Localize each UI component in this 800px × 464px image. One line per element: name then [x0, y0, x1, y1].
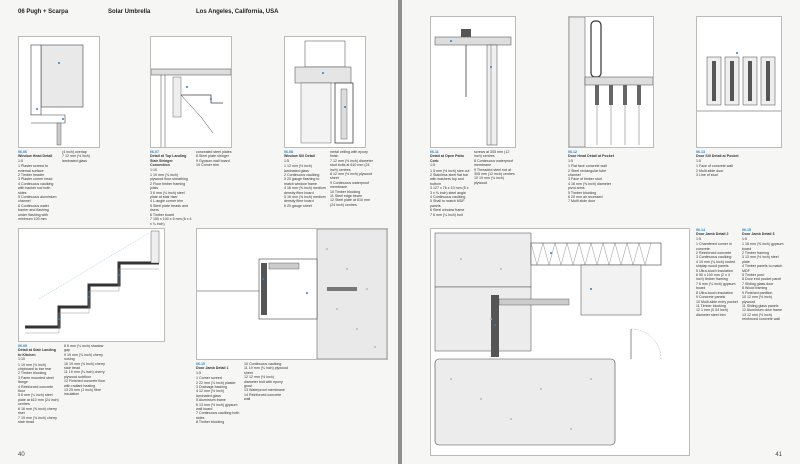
detail-caption-06-11-cont: screws at 305 mm (12 inch) centres 8 Continuous waterproof membrane 9 Threaded steel rod at 305 mm (12 inch) centres 10 19 mm (¾ inch) plywood [474, 150, 515, 185]
detail-caption-06-10: 06.10 Door Jamb Detail 1 1:5 1 Corner screed 2 22 mm (⅞ inch) plaster 3 Drainage backing 4 12 mm (½ inch) laminated glass 5 Aluminium frame 6 13 mm (½ inch) gypsum wall board 7 Continuous caulking both sides 8 Timber blocking [196, 362, 240, 425]
project-location: Los Angeles, California, USA [196, 9, 279, 15]
right-page [402, 0, 800, 464]
detail-caption-06-07: 06.07 Detail at Top Landing Stair Stringer Connection 1:10 1 19 mm (¾ inch) plywood floor sheathing 2 Floor timber framing joists 3 6 mm (¼ inch) steel plate at stair riser 4 L-angle corner trim 5 Steel plate treads and risers 6 Timber board 7 150 x 100 x 6 mm (6 x 4 x ¼ inch) [150, 150, 192, 226]
page-number-left: 40 [18, 452, 25, 458]
detail-drawing-06-13 [696, 16, 782, 148]
detail-drawing-06-14-15 [430, 228, 690, 456]
left-page [0, 0, 398, 464]
detail-drawing-06-08 [284, 36, 366, 148]
detail-caption-06-06-cont: (4 inch) overlap 7 12 mm (½ inch) laminated glass [62, 150, 90, 163]
page-number-right: 41 [775, 452, 782, 458]
detail-drawing-06-07 [150, 36, 232, 148]
detail-caption-06-14: 06.14 Door Jamb Detail 2 1:5 1 Chamfered corner in concrete 2 Reinforced concrete 3 Continuous caulking 4 19 mm (¾ inch) routed shiplap wood panels 5 Ultra-touch insulation 6 50 x 100 mm (2 x 4 inch) timber framing 7 6 mm (¼ inch) gypsum board 8 Ultra-touch insulation 9 Concrete panels 10 Multi-slide entry pocket 11 Timber blocking 12 1 mm (0.04 inch) diameter steel trim [696, 228, 738, 317]
detail-caption-06-06: 06.06 Window Head Detail 1:5 1 Plaster screed to external surface 2 Timber header 3 Plaster corner bead 4 Continuous caulking with backer rod both sides 5 Continuous aluminium channel 6 Continuous water barrier and flashing under flashing with minimum 100 mm [18, 150, 57, 222]
section-title: 06 Pugh + Scarpa [18, 9, 69, 15]
detail-caption-06-11: 06.11 Detail at Open Patio Corb 1:5 1 5 mm (½ inch) stee cut 2 Stainless steel flat bar with washers top and bottom 3 127 x 76 x 10 mm (5 x 3 x ⅜ inch) steel angle 4 Continuous caulking 5 Shall to match MDF panels 6 Steel window frame 7 6 mm (¼ inch) bolt [430, 150, 470, 217]
detail-drawing-06-10 [196, 228, 388, 360]
detail-caption-06-08: 06.08 Window Sill Detail 1:5 1 12 mm (½ inch) laminated glass 2 Continuous caulking 3 20 gauge flashing to match window frame 4 16 mm (⅝ inch) medium density fibre board 5 16 mm (⅝ inch) medium density fibre board 6 20 gauge sheet [284, 150, 326, 208]
detail-caption-06-13: 06.13 Door Sill Detail at Pocket 1:5 1 Face of concrete wall 2 Multi-slide door 3 Line of stud [696, 150, 739, 178]
detail-drawing-06-09 [18, 228, 165, 342]
detail-caption-06-08-cont: metal ceiling with epoxy finish 7 12 mm (½ inch) diameter stud bolts at 610 mm (24 inch) centres 8 12 mm (½ inch) plywood sheet 9 Continuous waterproof membrane 10 Timber blocking 11 Steel edge beam 12 Steel plate at 610 mm (24 inch) centres [330, 150, 373, 207]
detail-caption-06-09-cont: 8 6 mm (¼ inch) shadow gap 9 19 mm (¾ inch) cherry nosing 10 19 mm (¾ inch) cherry stair tread 11 19 mm (¾ inch) cherry plywood subfloor 12 Finished concrete floor with radiant heating 13 25 mm (1 inch) fibre insulation [64, 344, 106, 397]
detail-drawing-06-11 [430, 16, 516, 148]
detail-caption-06-12: 06.12 Door Head Detail at Pocket 1:5 1 Flat face concrete wall 2 Steel rectangular tube channel 3 Face of timber stud 4 16 mm (⅝ inch) diameter pivot arms 5 Timber blocking 6 20 mm air recessed 7 Multi slide door [568, 150, 614, 204]
detail-drawing-06-12 [568, 16, 654, 148]
detail-caption-06-15: 06.15 Door Jamb Detail 3 1:5 1 16 mm (⅝ inch) gypsum board 2 Timber framing 3 13 mm (½ inch) steel plate 4 Timber panels to match MDF 5 Timber post 6 Door end pocket panel 7 Sliding glass door 8 Wood framing 9 Finished partition 10 12 mm (½ inch) plywood 11 Sliding glass panels 12 Aluminium door frame 13 12 mm (½ inch) reinforced concrete wall [742, 228, 784, 322]
detail-caption-06-07-cont: concealed steel plates 8 Steel plate stringer 9 Gypsum wall board 10 Corner trim [196, 150, 232, 168]
detail-caption-06-10-cont: 10 Continuous caulking 11 19 mm (¾ inch) plywood sheet 12 12 mm (½ inch) diameter bolt with epoxy grout 13 Waterproof membrane 14 Reinforced concrete wall [244, 362, 288, 402]
project-title: Solar Umbrella [108, 9, 151, 15]
detail-drawing-06-06 [18, 36, 100, 148]
detail-caption-06-09: 06.09 Detail at Stair Landing to Kitchen 1:10 1 19 mm (¾ inch) chipboard to bar rear 2 Timber blocking 3 Fame mounted steel flange 4 Reinforced concrete floor 5 6 mm (¼ inch) steel plate at 610 mm (24 inch) centres 6 16 mm (⅝ inch) cherry riser 7 19 mm (¾ inch) cherry stair tread [18, 344, 59, 424]
